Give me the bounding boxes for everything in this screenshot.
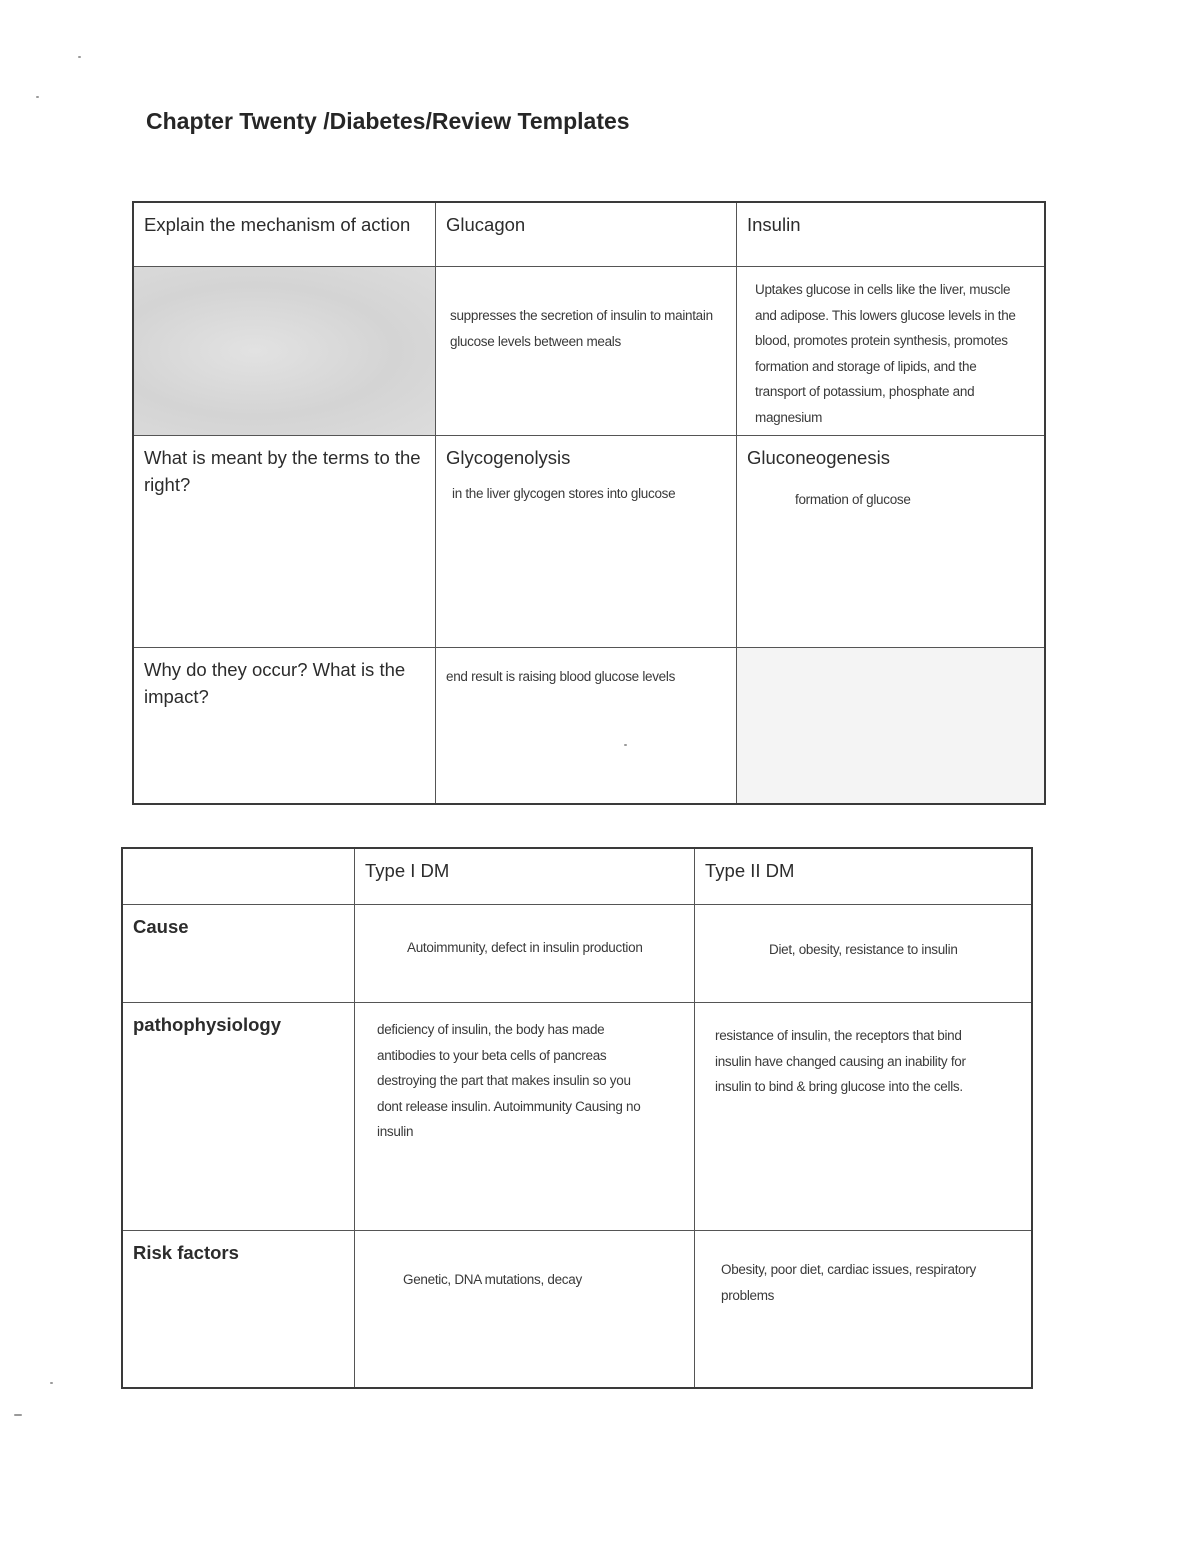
empty-answer-cell bbox=[737, 648, 1044, 803]
type2-header: Type II DM bbox=[705, 860, 795, 881]
risk-label: Risk factors bbox=[133, 1242, 239, 1263]
glucagon-mechanism-cell bbox=[436, 267, 737, 436]
type1-header-cell bbox=[355, 849, 695, 905]
patho-label-cell bbox=[123, 1003, 355, 1231]
blank-header-cell bbox=[123, 849, 355, 905]
shaded-empty-cell bbox=[134, 267, 436, 436]
type2-header-cell bbox=[695, 849, 1031, 905]
diabetes-types-table bbox=[121, 847, 1033, 1389]
insulin-mechanism-cell bbox=[737, 267, 1044, 436]
type1-cause-cell bbox=[355, 905, 695, 1003]
scan-speck bbox=[78, 56, 81, 58]
cause-label-cell bbox=[123, 905, 355, 1003]
why-question: Why do they occur? What is the impact? bbox=[144, 659, 406, 707]
scan-speck bbox=[14, 1414, 22, 1416]
glucagon-header: Glucagon bbox=[446, 214, 526, 235]
gluconeogenesis-heading: Gluconeogenesis bbox=[747, 447, 890, 468]
insulin-mechanism-answer: Uptakes glucose in cells like the liver, muscle and adipose. This lowers glucose levels in the blood, promotes protein synthesis, promotes formation and storage of lipids, and the transport of potassium, phosphate and magnesium bbox=[755, 282, 1016, 425]
type2-risk: Obesity, poor diet, cardiac issues, respiratory problems bbox=[721, 1262, 977, 1303]
scan-speck bbox=[624, 744, 627, 746]
why-question-cell bbox=[134, 648, 436, 803]
glucagon-mechanism-answer: suppresses the secretion of insulin to maintain glucose levels between meals bbox=[450, 308, 713, 349]
scan-speck bbox=[36, 96, 39, 98]
type2-patho-cell bbox=[695, 1003, 1031, 1231]
type2-risk-cell bbox=[695, 1231, 1031, 1387]
terms-question: What is meant by the terms to the right? bbox=[144, 447, 421, 495]
risk-label-cell bbox=[123, 1231, 355, 1387]
mechanism-question: Explain the mechanism of action bbox=[144, 214, 411, 235]
glycogenolysis-heading: Glycogenolysis bbox=[446, 447, 571, 468]
type1-header: Type I DM bbox=[365, 860, 450, 881]
page-title: Chapter Twenty /Diabetes/Review Templates bbox=[146, 108, 630, 134]
glycogenolysis-answer: in the liver glycogen stores into glucose bbox=[452, 486, 676, 501]
type1-risk: Genetic, DNA mutations, decay bbox=[403, 1272, 582, 1287]
type2-cause: Diet, obesity, resistance to insulin bbox=[769, 942, 958, 957]
type1-risk-cell bbox=[355, 1231, 695, 1387]
mechanism-table bbox=[132, 201, 1046, 805]
gluconeogenesis-answer: formation of glucose bbox=[795, 492, 911, 507]
insulin-header: Insulin bbox=[747, 214, 801, 235]
terms-question-cell bbox=[134, 436, 436, 648]
type2-cause-cell bbox=[695, 905, 1031, 1003]
glycogenolysis-cell bbox=[436, 436, 737, 648]
type1-patho: deficiency of insulin, the body has made antibodies to your beta cells of pancreas destroying the part that makes insulin so you dont release insulin. Autoimmunity Causing no insulin bbox=[377, 1022, 641, 1139]
patho-label: pathophysiology bbox=[133, 1014, 281, 1035]
mechanism-question-cell bbox=[134, 203, 436, 267]
scan-speck bbox=[50, 1382, 53, 1384]
glucagon-header-cell bbox=[436, 203, 737, 267]
why-answer-cell bbox=[436, 648, 737, 803]
cause-label: Cause bbox=[133, 916, 189, 937]
type1-patho-cell bbox=[355, 1003, 695, 1231]
type2-patho: resistance of insulin, the receptors that bind insulin have changed causing an inability for insulin to bind & bring glucose into the cells. bbox=[715, 1028, 966, 1094]
why-answer: end result is raising blood glucose levels bbox=[446, 669, 676, 684]
type1-cause: Autoimmunity, defect in insulin production bbox=[407, 940, 643, 955]
insulin-header-cell bbox=[737, 203, 1044, 267]
gluconeogenesis-cell bbox=[737, 436, 1044, 648]
